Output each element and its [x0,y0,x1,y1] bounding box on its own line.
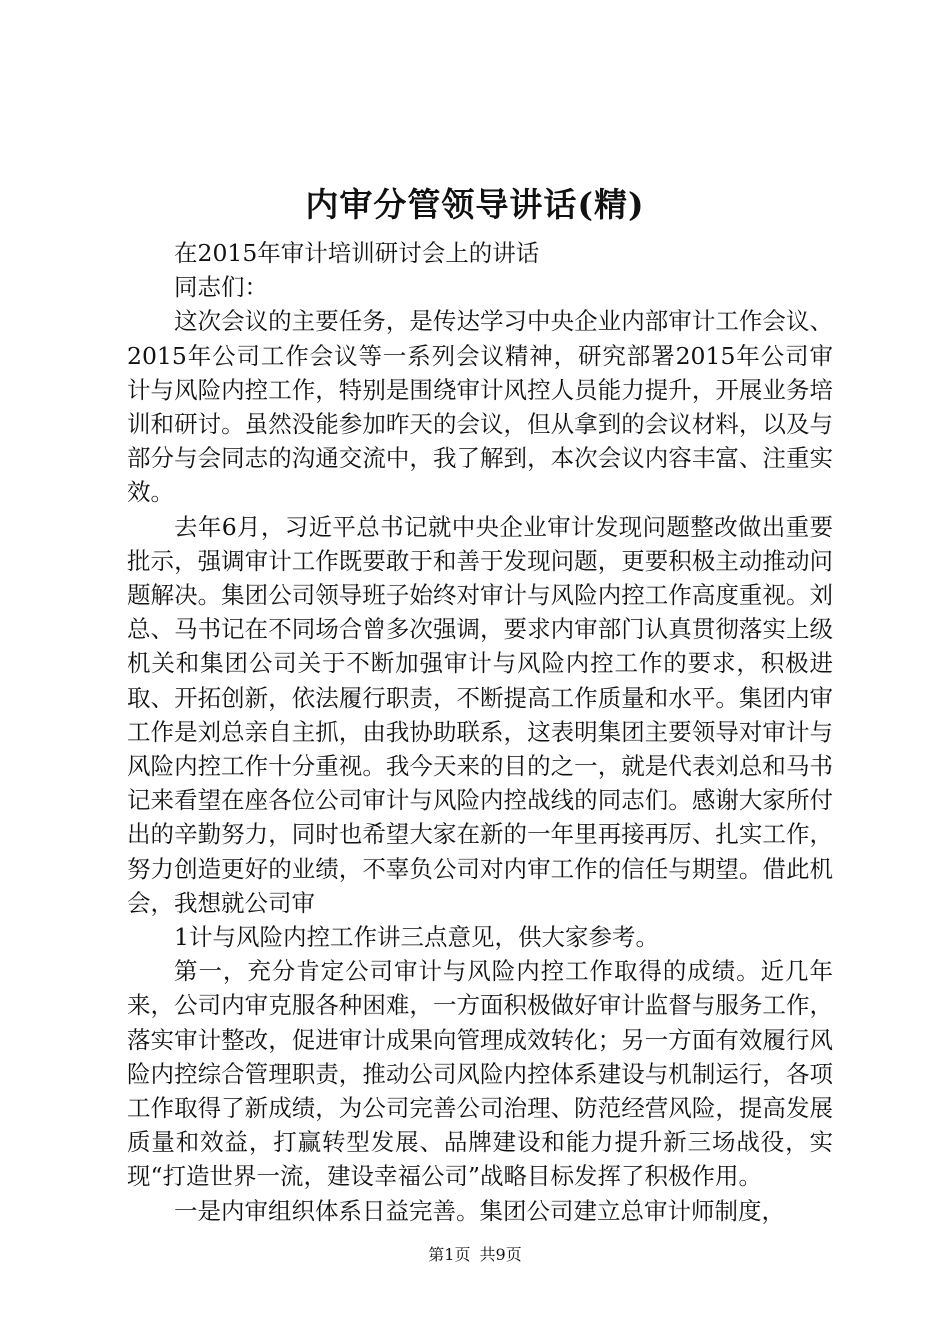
document-title: 内审分管领导讲话(精) [305,185,645,224]
paragraph: 第一，充分肯定公司审计与风险内控工作取得的成绩。近几年来，公司内审克服各种困难，一方面积极做好审计监督与服务工作，落实审计整改，促进审计成果向管理成效转化；另一方面有效履行风险内控综合管理职责，推动公司风险内控体系建设与机制运行，各项工作取得了新成绩，为公司完善公司治理、防范经营风险，提高发展质量和效益，打赢转型发展、品牌建设和能力提升新三场战役，实现“打造世界一流，建设幸福公司”战略目标发挥了积极作用。 [127,957,833,1191]
paragraph: 去年6月，习近平总书记就中央企业审计发现问题整改做出重要批示，强调审计工作既要敢于和善于发现问题，更要积极主动推动问题解决。集团公司领导班子始终对审计与风险内控工作高度重视。刘总、马书记在不同场合曾多次强调，要求内审部门认真贯彻落实上级机关和集团公司关于不断加强审计与风险内控工作的要求，积极进取、开拓创新，依法履行职责，不断提高工作质量和水平。集团内审工作是刘总亲自主抓，由我协助联系，这表明集团主要领导对审计与风险内控工作十分重视。我今天来的目的之一，就是代表刘总和马书记来看望在座各位公司审计与风险内控战线的同志们。感谢大家所付出的辛勤努力，同时也希望大家在新的一年里再接再厉、扎实工作，努力创造更好的业绩，不辜负公司对内审工作的信任与期望。借此机会，我想就公司审 [127,512,833,917]
document-body [127,236,833,1228]
page-total: 共9页 [479,1245,522,1264]
paragraph: 这次会议的主要任务，是传达学习中央企业内部审计工作会议、2015年公司工作会议等一系列会议精神，研究部署2015年公司审计与风险内控工作，特别是围绕审计风控人员能力提升，开展业务培训和研讨。虽然没能参加昨天的会议，但从拿到的会议材料，以及与部分与会同志的沟通交流中，我了解到，本次会议内容丰富、注重实效。 [127,307,833,507]
paragraph: 一是内审组织体系日益完善。集团公司建立总审计师制度， [174,1196,785,1225]
paragraph: 1计与风险内控工作讲三点意见，供大家参考。 [174,923,659,952]
paragraph-subtitle: 在2015年审计培训研讨会上的讲话 [174,239,540,267]
page-number: 第1页 [428,1245,471,1264]
paragraph-salutation: 同志们： [174,273,268,302]
page-footer [0,1244,950,1266]
